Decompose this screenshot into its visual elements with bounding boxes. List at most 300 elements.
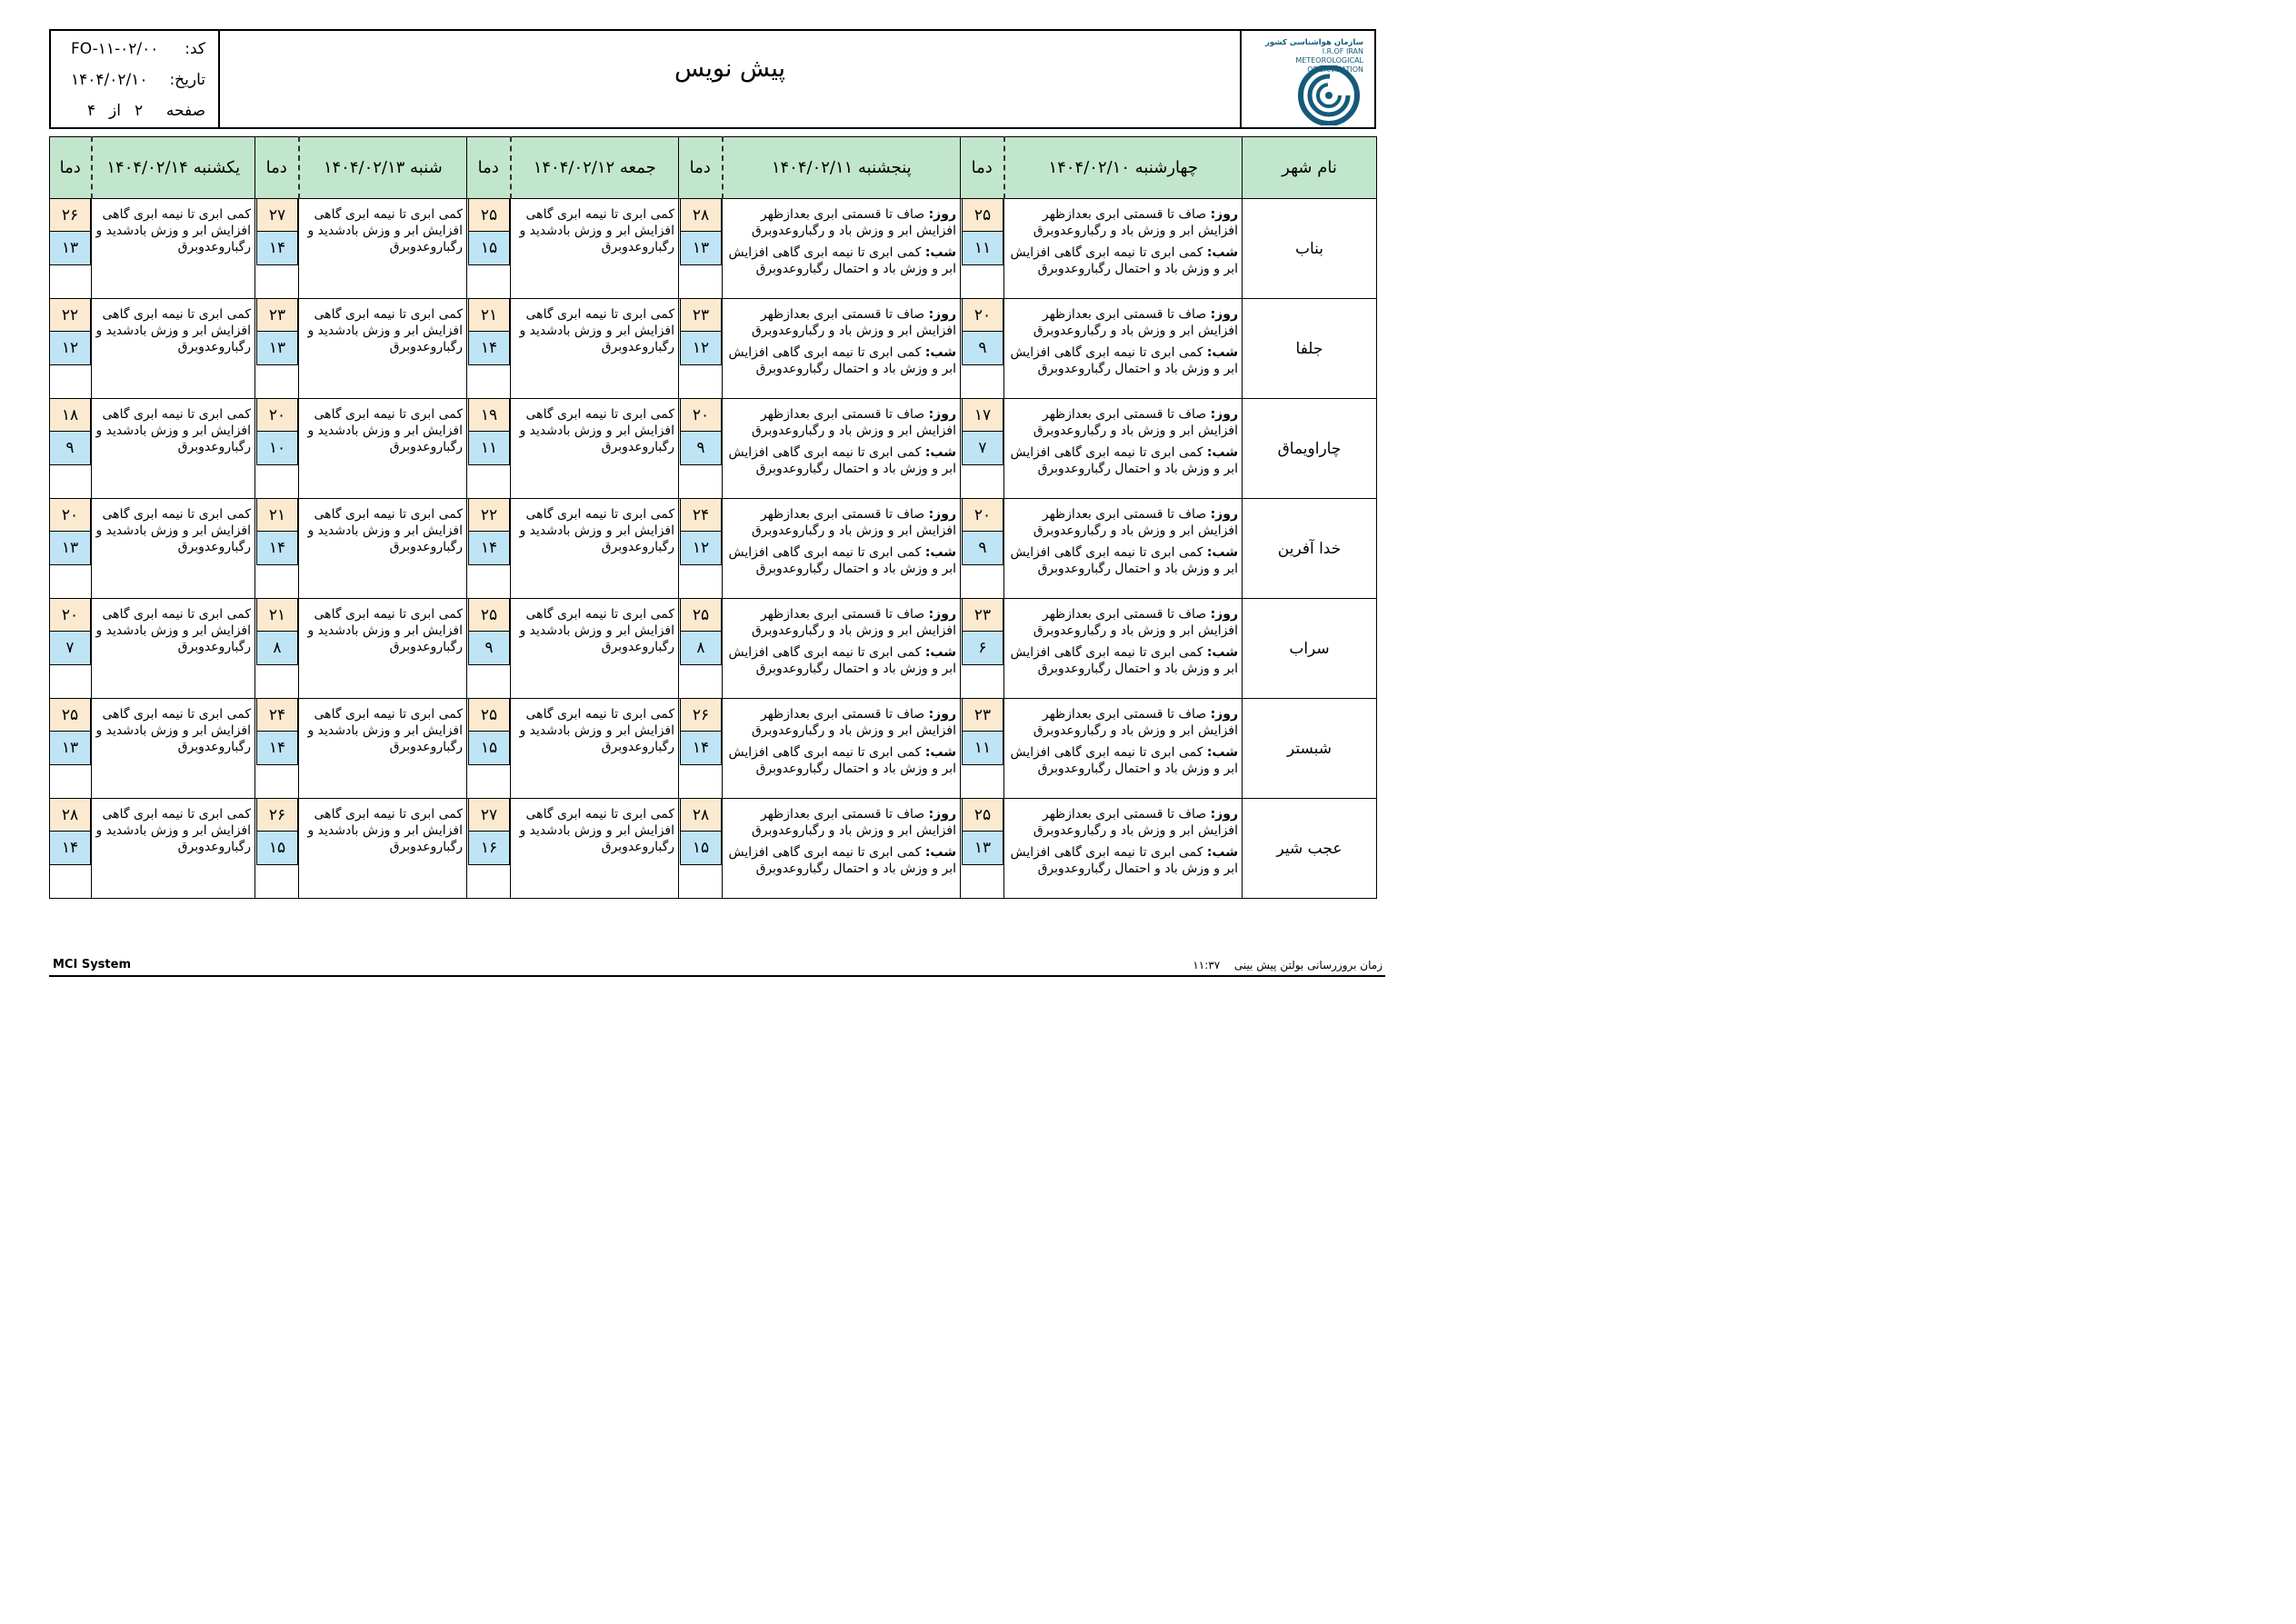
table-header-row <box>50 137 1377 199</box>
temperature-cell <box>679 399 723 499</box>
forecast-description <box>1004 499 1243 599</box>
min-temperature: ۱۵ <box>469 232 509 264</box>
temperature-box <box>468 699 510 765</box>
forecast-description <box>1004 399 1243 499</box>
temperature-box <box>468 799 510 865</box>
forecast-description <box>511 599 679 699</box>
city-name: سراب <box>1243 599 1377 699</box>
day-label: روز: <box>1210 707 1238 722</box>
day-label: روز: <box>1210 407 1238 422</box>
forecast-description <box>299 799 467 899</box>
night-forecast-text: کمی ابری تا نیمه ابری گاهی افزایش ابر و وزش باد و احتمال رگباروعدوبرق <box>1010 845 1238 876</box>
temperature-cell <box>961 799 1004 899</box>
update-time: ۱۱:۳۷ <box>1193 959 1221 971</box>
forecast-description <box>511 199 679 299</box>
max-temperature: ۱۷ <box>963 399 1003 432</box>
temperature-box <box>49 599 91 665</box>
night-label: شب: <box>924 245 956 260</box>
system-name: MCI System <box>53 958 131 971</box>
forecast-description <box>511 699 679 799</box>
temperature-cell <box>679 799 723 899</box>
max-temperature: ۱۹ <box>469 399 509 432</box>
table-row <box>50 299 1377 399</box>
temperature-cell <box>255 599 299 699</box>
forecast-description <box>299 399 467 499</box>
page-label: صفحه <box>165 102 205 120</box>
temperature-box <box>256 299 298 365</box>
temperature-cell <box>467 199 511 299</box>
max-temperature: ۲۳ <box>681 299 721 332</box>
day-forecast-text: صاف تا قسمتی ابری بعدازظهر افزایش ابر و وزش باد و رگباروعدوبرق <box>1033 407 1238 438</box>
night-forecast-text: کمی ابری تا نیمه ابری گاهی افزایش ابر و وزش باد و احتمال رگباروعدوبرق <box>728 345 956 376</box>
date-label: تاریخ: <box>169 71 205 89</box>
forecast-text: کمی ابری تا نیمه ابری گاهی افزایش ابر و وزش بادشدید و رگباروعدوبرق <box>307 607 463 654</box>
min-temperature: ۸ <box>257 632 297 664</box>
forecast-text: کمی ابری تا نیمه ابری گاهی افزایش ابر و وزش بادشدید و رگباروعدوبرق <box>307 307 463 354</box>
temperature-cell <box>50 499 92 599</box>
meteorological-organization-logo <box>1297 65 1361 125</box>
night-label: شب: <box>1206 845 1238 860</box>
forecast-description <box>92 799 255 899</box>
temperature-box <box>49 199 91 265</box>
min-temperature: ۱۳ <box>257 332 297 364</box>
forecast-description <box>299 199 467 299</box>
day-label: روز: <box>928 807 956 822</box>
table-row <box>50 199 1377 299</box>
forecast-text: کمی ابری تا نیمه ابری گاهی افزایش ابر و وزش بادشدید و رگباروعدوبرق <box>95 507 251 554</box>
max-temperature: ۱۸ <box>50 399 90 432</box>
temperature-cell <box>255 499 299 599</box>
min-temperature: ۱۵ <box>469 732 509 764</box>
forecast-text: کمی ابری تا نیمه ابری گاهی افزایش ابر و وزش بادشدید و رگباروعدوبرق <box>519 407 674 454</box>
temperature-box <box>962 599 1003 665</box>
temperature-cell <box>679 599 723 699</box>
temperature-box <box>962 499 1003 565</box>
min-temperature: ۱۵ <box>681 832 721 864</box>
day-label: روز: <box>1210 607 1238 622</box>
day-forecast-text: صاف تا قسمتی ابری بعدازظهر افزایش ابر و وزش باد و رگباروعدوبرق <box>1033 307 1238 338</box>
forecast-description <box>723 299 961 399</box>
temp-column-header: دما <box>961 137 1004 199</box>
forecast-text: کمی ابری تا نیمه ابری گاهی افزایش ابر و وزش بادشدید و رگباروعدوبرق <box>519 307 674 354</box>
day-forecast-text: صاف تا قسمتی ابری بعدازظهر افزایش ابر و وزش باد و رگباروعدوبرق <box>751 807 956 838</box>
temperature-box <box>680 199 722 265</box>
min-temperature: ۱۶ <box>469 832 509 864</box>
temperature-cell <box>679 299 723 399</box>
temperature-box <box>680 699 722 765</box>
logo-org-name-en-3: ORGANIZATION <box>1307 65 1363 74</box>
day-label: روز: <box>928 407 956 422</box>
night-label: شب: <box>1206 245 1238 260</box>
night-forecast-text: کمی ابری تا نیمه ابری گاهی افزایش ابر و وزش باد و احتمال رگباروعدوبرق <box>1010 745 1238 776</box>
forecast-text: کمی ابری تا نیمه ابری گاهی افزایش ابر و وزش بادشدید و رگباروعدوبرق <box>519 807 674 854</box>
night-label: شب: <box>924 645 956 660</box>
night-forecast-text: کمی ابری تا نیمه ابری گاهی افزایش ابر و وزش باد و احتمال رگباروعدوبرق <box>728 645 956 676</box>
min-temperature: ۱۲ <box>681 332 721 364</box>
update-info <box>1193 959 1383 971</box>
day-label: روز: <box>928 507 956 522</box>
night-forecast-text: کمی ابری تا نیمه ابری گاهی افزایش ابر و وزش باد و احتمال رگباروعدوبرق <box>728 845 956 876</box>
temperature-cell <box>50 699 92 799</box>
page-total: ۴ <box>87 102 96 120</box>
temperature-box <box>256 699 298 765</box>
forecast-text: کمی ابری تا نیمه ابری گاهی افزایش ابر و وزش بادشدید و رگباروعدوبرق <box>307 407 463 454</box>
min-temperature: ۱۴ <box>257 532 297 564</box>
forecast-description <box>92 199 255 299</box>
min-temperature: ۶ <box>963 632 1003 664</box>
night-label: شب: <box>924 345 956 360</box>
table-row <box>50 599 1377 699</box>
max-temperature: ۲۶ <box>681 699 721 732</box>
max-temperature: ۲۶ <box>257 799 297 832</box>
forecast-text: کمی ابری تا نیمه ابری گاهی افزایش ابر و وزش بادشدید و رگباروعدوبرق <box>307 807 463 854</box>
forecast-description <box>299 599 467 699</box>
day-forecast-text: صاف تا قسمتی ابری بعدازظهر افزایش ابر و وزش باد و رگباروعدوبرق <box>751 707 956 738</box>
temperature-cell <box>679 499 723 599</box>
update-label: زمان بروزرسانی بولتن پیش بینی <box>1233 959 1383 971</box>
temperature-box <box>468 399 510 465</box>
temperature-cell <box>961 699 1004 799</box>
min-temperature: ۹ <box>963 532 1003 564</box>
min-temperature: ۹ <box>963 332 1003 364</box>
day-forecast-text: صاف تا قسمتی ابری بعدازظهر افزایش ابر و وزش باد و رگباروعدوبرق <box>751 307 956 338</box>
temperature-cell <box>255 199 299 299</box>
day-forecast-text: صاف تا قسمتی ابری بعدازظهر افزایش ابر و وزش باد و رگباروعدوبرق <box>1033 207 1238 238</box>
day-label: روز: <box>1210 807 1238 822</box>
min-temperature: ۱۴ <box>257 732 297 764</box>
min-temperature: ۹ <box>681 432 721 464</box>
max-temperature: ۲۶ <box>50 199 90 232</box>
forecast-description <box>723 599 961 699</box>
forecast-description <box>1004 299 1243 399</box>
city-name: شبستر <box>1243 699 1377 799</box>
forecast-text: کمی ابری تا نیمه ابری گاهی افزایش ابر و وزش بادشدید و رگباروعدوبرق <box>307 507 463 554</box>
forecast-description <box>511 299 679 399</box>
min-temperature: ۱۳ <box>50 232 90 264</box>
max-temperature: ۲۷ <box>257 199 297 232</box>
temperature-cell <box>50 299 92 399</box>
temperature-box <box>49 399 91 465</box>
temperature-cell <box>467 299 511 399</box>
page-info <box>51 102 218 125</box>
temperature-box <box>962 199 1003 265</box>
temperature-box <box>680 799 722 865</box>
day-label: روز: <box>928 207 956 222</box>
temperature-box <box>256 399 298 465</box>
title-area <box>220 31 1240 127</box>
night-forecast-text: کمی ابری تا نیمه ابری گاهی افزایش ابر و وزش باد و احتمال رگباروعدوبرق <box>1010 645 1238 676</box>
max-temperature: ۲۰ <box>963 499 1003 532</box>
forecast-text: کمی ابری تا نیمه ابری گاهی افزایش ابر و وزش بادشدید و رگباروعدوبرق <box>95 207 251 254</box>
min-temperature: ۱۵ <box>257 832 297 864</box>
forecast-text: کمی ابری تا نیمه ابری گاهی افزایش ابر و وزش بادشدید و رگباروعدوبرق <box>95 407 251 454</box>
max-temperature: ۲۳ <box>963 599 1003 632</box>
forecast-description <box>723 199 961 299</box>
forecast-description <box>92 399 255 499</box>
forecast-text: کمی ابری تا نیمه ابری گاهی افزایش ابر و وزش بادشدید و رگباروعدوبرق <box>519 707 674 754</box>
forecast-text: کمی ابری تا نیمه ابری گاهی افزایش ابر و وزش بادشدید و رگباروعدوبرق <box>307 207 463 254</box>
logo-org-name-fa: سازمان هواشناسی کشور <box>1264 38 1363 47</box>
min-temperature: ۱۲ <box>50 332 90 364</box>
city-name: چاراویماق <box>1243 399 1377 499</box>
day-label: روز: <box>928 607 956 622</box>
logo-org-name-en-1: I.R.OF IRAN <box>1322 47 1363 55</box>
day-forecast-text: صاف تا قسمتی ابری بعدازظهر افزایش ابر و وزش باد و رگباروعدوبرق <box>751 207 956 238</box>
temperature-box <box>680 399 722 465</box>
forecast-text: کمی ابری تا نیمه ابری گاهی افزایش ابر و وزش بادشدید و رگباروعدوبرق <box>95 707 251 754</box>
forecast-text: کمی ابری تا نیمه ابری گاهی افزایش ابر و وزش بادشدید و رگباروعدوبرق <box>307 707 463 754</box>
max-temperature: ۲۴ <box>681 499 721 532</box>
day-column-header: چهارشنبه ۱۴۰۴/۰۲/۱۰ <box>1004 137 1243 199</box>
min-temperature: ۹ <box>469 632 509 664</box>
temperature-cell <box>679 699 723 799</box>
night-label: شب: <box>1206 545 1238 560</box>
night-forecast-text: کمی ابری تا نیمه ابری گاهی افزایش ابر و وزش باد و احتمال رگباروعدوبرق <box>728 545 956 576</box>
day-forecast-text: صاف تا قسمتی ابری بعدازظهر افزایش ابر و وزش باد و رگباروعدوبرق <box>751 407 956 438</box>
temperature-cell <box>467 399 511 499</box>
temperature-cell <box>679 199 723 299</box>
temperature-box <box>256 199 298 265</box>
date-value: ۱۴۰۴/۰۲/۱۰ <box>71 71 148 89</box>
city-name: بناب <box>1243 199 1377 299</box>
day-forecast-text: صاف تا قسمتی ابری بعدازظهر افزایش ابر و وزش باد و رگباروعدوبرق <box>751 507 956 538</box>
day-column-header: پنجشنبه ۱۴۰۴/۰۲/۱۱ <box>723 137 961 199</box>
night-label: شب: <box>924 545 956 560</box>
day-label: روز: <box>1210 307 1238 322</box>
max-temperature: ۲۷ <box>469 799 509 832</box>
logo-area <box>1240 31 1374 127</box>
temp-column-header: دما <box>255 137 299 199</box>
max-temperature: ۲۰ <box>963 299 1003 332</box>
city-column-header: نام شهر <box>1243 137 1377 199</box>
night-label: شب: <box>924 445 956 460</box>
min-temperature: ۱۴ <box>469 532 509 564</box>
temperature-cell <box>255 699 299 799</box>
forecast-description <box>299 299 467 399</box>
forecast-description <box>723 799 961 899</box>
day-forecast-text: صاف تا قسمتی ابری بعدازظهر افزایش ابر و وزش باد و رگباروعدوبرق <box>1033 507 1238 538</box>
temperature-box <box>680 499 722 565</box>
forecast-text: کمی ابری تا نیمه ابری گاهی افزایش ابر و وزش بادشدید و رگباروعدوبرق <box>519 607 674 654</box>
forecast-description <box>1004 199 1243 299</box>
temperature-box <box>49 699 91 765</box>
forecast-description <box>1004 599 1243 699</box>
forecast-description <box>1004 699 1243 799</box>
forecast-description <box>299 499 467 599</box>
max-temperature: ۲۵ <box>963 799 1003 832</box>
temperature-cell <box>467 499 511 599</box>
table-row <box>50 699 1377 799</box>
table-row <box>50 499 1377 599</box>
temperature-box <box>49 499 91 565</box>
forecast-text: کمی ابری تا نیمه ابری گاهی افزایش ابر و وزش بادشدید و رگباروعدوبرق <box>95 807 251 854</box>
temperature-box <box>962 399 1003 465</box>
min-temperature: ۱۴ <box>50 832 90 864</box>
min-temperature: ۱۴ <box>469 332 509 364</box>
min-temperature: ۱۴ <box>681 732 721 764</box>
day-forecast-text: صاف تا قسمتی ابری بعدازظهر افزایش ابر و وزش باد و رگباروعدوبرق <box>751 607 956 638</box>
day-column-header: جمعه ۱۴۰۴/۰۲/۱۲ <box>511 137 679 199</box>
min-temperature: ۱۱ <box>963 232 1003 264</box>
day-forecast-text: صاف تا قسمتی ابری بعدازظهر افزایش ابر و وزش باد و رگباروعدوبرق <box>1033 607 1238 638</box>
forecast-text: کمی ابری تا نیمه ابری گاهی افزایش ابر و وزش بادشدید و رگباروعدوبرق <box>519 207 674 254</box>
max-temperature: ۲۵ <box>469 699 509 732</box>
day-forecast-text: صاف تا قسمتی ابری بعدازظهر افزایش ابر و وزش باد و رگباروعدوبرق <box>1033 707 1238 738</box>
min-temperature: ۱۳ <box>50 732 90 764</box>
logo-org-name-en-2: METEOROLOGICAL <box>1295 56 1363 65</box>
temperature-cell <box>961 199 1004 299</box>
forecast-description <box>511 399 679 499</box>
max-temperature: ۲۵ <box>963 199 1003 232</box>
night-forecast-text: کمی ابری تا نیمه ابری گاهی افزایش ابر و وزش باد و احتمال رگباروعدوبرق <box>728 445 956 476</box>
temperature-box <box>468 499 510 565</box>
night-label: شب: <box>1206 745 1238 760</box>
temperature-cell <box>961 399 1004 499</box>
forecast-description <box>92 299 255 399</box>
temperature-cell <box>255 799 299 899</box>
night-label: شب: <box>924 745 956 760</box>
night-forecast-text: کمی ابری تا نیمه ابری گاهی افزایش ابر و وزش باد و احتمال رگباروعدوبرق <box>1010 445 1238 476</box>
night-forecast-text: کمی ابری تا نیمه ابری گاهی افزایش ابر و وزش باد و احتمال رگباروعدوبرق <box>1010 545 1238 576</box>
footer-divider <box>49 975 1385 977</box>
min-temperature: ۱۱ <box>469 432 509 464</box>
max-temperature: ۲۱ <box>257 499 297 532</box>
max-temperature: ۲۵ <box>681 599 721 632</box>
day-label: روز: <box>928 307 956 322</box>
forecast-text: کمی ابری تا نیمه ابری گاهی افزایش ابر و وزش بادشدید و رگباروعدوبرق <box>95 607 251 654</box>
forecast-description <box>511 799 679 899</box>
forecast-description <box>92 499 255 599</box>
temperature-box <box>962 299 1003 365</box>
min-temperature: ۱۰ <box>257 432 297 464</box>
night-forecast-text: کمی ابری تا نیمه ابری گاهی افزایش ابر و وزش باد و احتمال رگباروعدوبرق <box>1010 345 1238 376</box>
forecast-description <box>1004 799 1243 899</box>
temperature-cell <box>255 399 299 499</box>
code-value: FO-۱۱-۰۲/۰۰ <box>71 40 159 58</box>
night-label: شب: <box>1206 345 1238 360</box>
document-header <box>49 29 1376 129</box>
max-temperature: ۲۰ <box>50 599 90 632</box>
max-temperature: ۲۰ <box>681 399 721 432</box>
temperature-box <box>962 699 1003 765</box>
min-temperature: ۱۱ <box>963 732 1003 764</box>
page-current: ۲ <box>135 102 144 120</box>
forecast-text: کمی ابری تا نیمه ابری گاهی افزایش ابر و وزش بادشدید و رگباروعدوبرق <box>519 507 674 554</box>
min-temperature: ۱۳ <box>50 532 90 564</box>
max-temperature: ۲۱ <box>257 599 297 632</box>
night-forecast-text: کمی ابری تا نیمه ابری گاهی افزایش ابر و وزش باد و احتمال رگباروعدوبرق <box>728 245 956 276</box>
forecast-description <box>511 499 679 599</box>
temperature-cell <box>467 599 511 699</box>
forecast-description <box>92 699 255 799</box>
table-row <box>50 799 1377 899</box>
day-column-header: شنبه ۱۴۰۴/۰۲/۱۳ <box>299 137 467 199</box>
max-temperature: ۲۳ <box>963 699 1003 732</box>
temperature-cell <box>255 299 299 399</box>
min-temperature: ۷ <box>963 432 1003 464</box>
city-name: عجب شیر <box>1243 799 1377 899</box>
temperature-cell <box>50 599 92 699</box>
page-title: پیش نویس <box>674 54 786 83</box>
forecast-description <box>723 399 961 499</box>
max-temperature: ۲۲ <box>469 499 509 532</box>
temperature-box <box>468 599 510 665</box>
temperature-box <box>49 799 91 865</box>
min-temperature: ۱۳ <box>681 232 721 264</box>
city-name: جلفا <box>1243 299 1377 399</box>
temperature-box <box>256 799 298 865</box>
temperature-cell <box>467 699 511 799</box>
max-temperature: ۲۱ <box>469 299 509 332</box>
night-label: شب: <box>924 845 956 860</box>
forecast-text: کمی ابری تا نیمه ابری گاهی افزایش ابر و وزش بادشدید و رگباروعدوبرق <box>95 307 251 354</box>
temperature-box <box>680 299 722 365</box>
day-label: روز: <box>1210 507 1238 522</box>
temp-column-header: دما <box>679 137 723 199</box>
forecast-description <box>723 499 961 599</box>
min-temperature: ۱۳ <box>963 832 1003 864</box>
temperature-box <box>256 499 298 565</box>
min-temperature: ۱۲ <box>681 532 721 564</box>
temperature-box <box>468 299 510 365</box>
day-label: روز: <box>1210 207 1238 222</box>
day-label: روز: <box>928 707 956 722</box>
temperature-cell <box>961 299 1004 399</box>
temperature-cell <box>961 599 1004 699</box>
city-name: خدا آفرین <box>1243 499 1377 599</box>
day-forecast-text: صاف تا قسمتی ابری بعدازظهر افزایش ابر و وزش باد و رگباروعدوبرق <box>1033 807 1238 838</box>
max-temperature: ۲۸ <box>681 199 721 232</box>
min-temperature: ۸ <box>681 632 721 664</box>
max-temperature: ۲۵ <box>50 699 90 732</box>
temperature-box <box>256 599 298 665</box>
night-forecast-text: کمی ابری تا نیمه ابری گاهی افزایش ابر و وزش باد و احتمال رگباروعدوبرق <box>1010 245 1238 276</box>
max-temperature: ۲۵ <box>469 199 509 232</box>
max-temperature: ۲۲ <box>50 299 90 332</box>
day-column-header: یکشنبه ۱۴۰۴/۰۲/۱۴ <box>92 137 255 199</box>
temperature-cell <box>50 199 92 299</box>
forecast-table <box>49 136 1377 899</box>
temperature-cell <box>50 399 92 499</box>
min-temperature: ۹ <box>50 432 90 464</box>
page-of-label: از <box>109 102 121 120</box>
night-forecast-text: کمی ابری تا نیمه ابری گاهی افزایش ابر و وزش باد و احتمال رگباروعدوبرق <box>728 745 956 776</box>
temp-column-header: دما <box>50 137 92 199</box>
max-temperature: ۲۴ <box>257 699 297 732</box>
max-temperature: ۲۸ <box>681 799 721 832</box>
max-temperature: ۲۰ <box>50 499 90 532</box>
document-meta <box>51 31 220 127</box>
temperature-box <box>49 299 91 365</box>
night-label: شب: <box>1206 645 1238 660</box>
max-temperature: ۲۰ <box>257 399 297 432</box>
temperature-cell <box>467 799 511 899</box>
temperature-cell <box>50 799 92 899</box>
night-label: شب: <box>1206 445 1238 460</box>
forecast-description <box>92 599 255 699</box>
temperature-box <box>468 199 510 265</box>
temperature-cell <box>961 499 1004 599</box>
max-temperature: ۲۸ <box>50 799 90 832</box>
temperature-box <box>680 599 722 665</box>
table-row <box>50 399 1377 499</box>
max-temperature: ۲۵ <box>469 599 509 632</box>
code-label: کد: <box>185 40 205 58</box>
forecast-description <box>723 699 961 799</box>
forecast-description <box>299 699 467 799</box>
temperature-box <box>962 799 1003 865</box>
max-temperature: ۲۳ <box>257 299 297 332</box>
